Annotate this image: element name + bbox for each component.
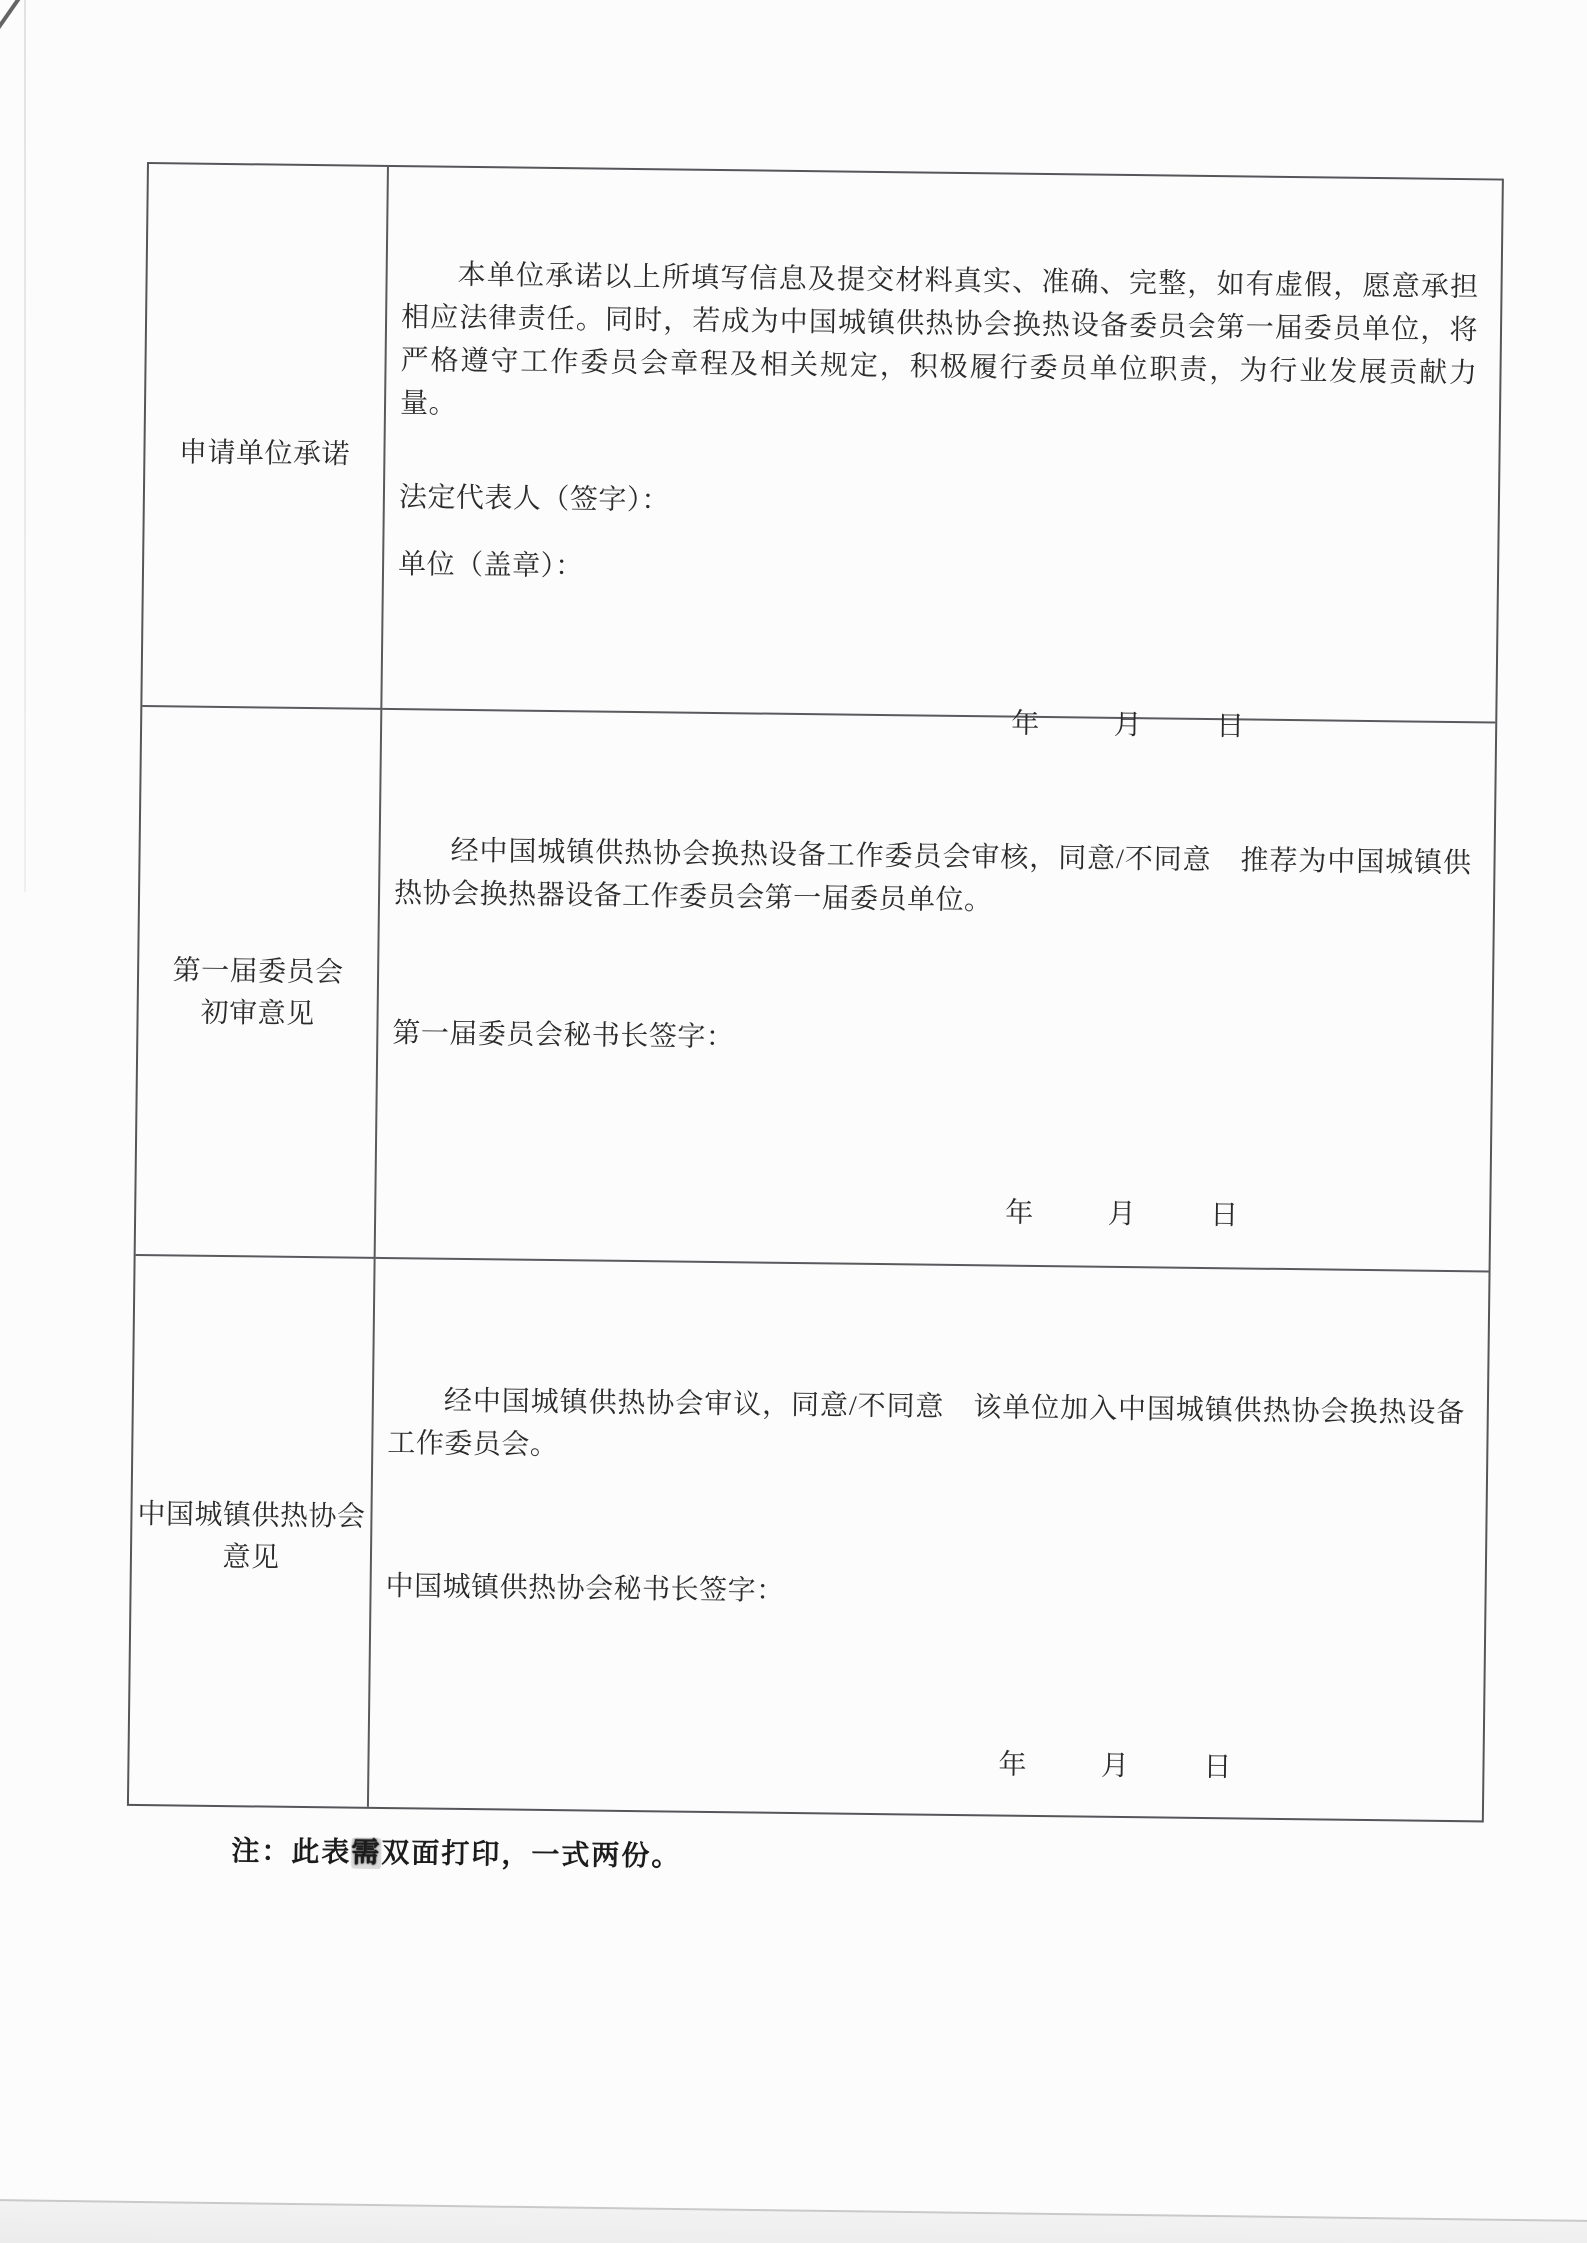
row-header-label-line2: 意见 — [222, 1542, 280, 1574]
legal-representative-signature-line: 法定代表人（签字）： — [398, 482, 671, 517]
row-header-label-line2: 初审意见 — [200, 997, 315, 1031]
footer-note-prefix: 注：此表 — [231, 1836, 352, 1869]
row-header-association-opinion — [129, 1256, 376, 1807]
date-line-row2 — [1005, 1198, 1239, 1233]
row-content-first-committee-review — [376, 710, 1496, 1273]
date-line-row3 — [998, 1750, 1232, 1785]
row-header-label: 申请单位承诺 — [178, 437, 351, 471]
row-header-label-line1: 第一届委员会 — [172, 955, 344, 989]
application-form-table — [127, 162, 1504, 1822]
opinion-paragraph: 经中国城镇供热协会审议，同意/不同意 该单位加入中国城镇供热协会换热设备工作委员会。 — [387, 1385, 1465, 1462]
row-content-association-opinion — [369, 1259, 1489, 1821]
month-label: 月 — [1107, 1198, 1137, 1231]
month-label: 月 — [1113, 709, 1143, 742]
year-label: 年 — [1011, 708, 1040, 740]
year-label: 年 — [998, 1749, 1028, 1781]
association-secretary-signature-line: 中国城镇供热协会秘书长签字： — [385, 1571, 785, 1607]
row-content-applicant-commitment — [382, 167, 1502, 743]
day-label: 日 — [1216, 711, 1245, 743]
month-label: 月 — [1100, 1750, 1130, 1783]
row-header-label-line1: 中国城镇供热协会 — [137, 1498, 366, 1533]
review-paragraph: 经中国城镇供热协会换热设备工作委员会审核，同意/不同意 推荐为中国城镇供热协会换热器设备工作委员会第一届委员单位。 — [393, 835, 1472, 917]
committee-secretary-signature-line: 第一届委员会秘书长签字： — [392, 1018, 735, 1054]
unit-seal-line: 单位（盖章）： — [397, 549, 584, 583]
footer-note — [231, 1829, 682, 1874]
row-header-applicant-commitment — [142, 164, 389, 710]
day-label: 日 — [1210, 1200, 1239, 1232]
row-header-first-committee-review — [136, 707, 383, 1259]
footer-note-suffix: 双面打印，一式两份。 — [381, 1837, 682, 1873]
day-label: 日 — [1203, 1752, 1233, 1784]
commitment-paragraph: 本单位承诺以上所填写信息及提交材料真实、准确、完整，如有虚假，愿意承担相应法律责任。同时，若成为中国城镇供热协会换热设备委员会第一届委员单位，将严格遵守工作委员会章程及相关规定，积极履行委员单位职责，为行业发展贡献力量。 — [399, 259, 1479, 420]
year-label: 年 — [1005, 1197, 1034, 1229]
footer-note-smudged-char: 需 — [351, 1837, 382, 1869]
